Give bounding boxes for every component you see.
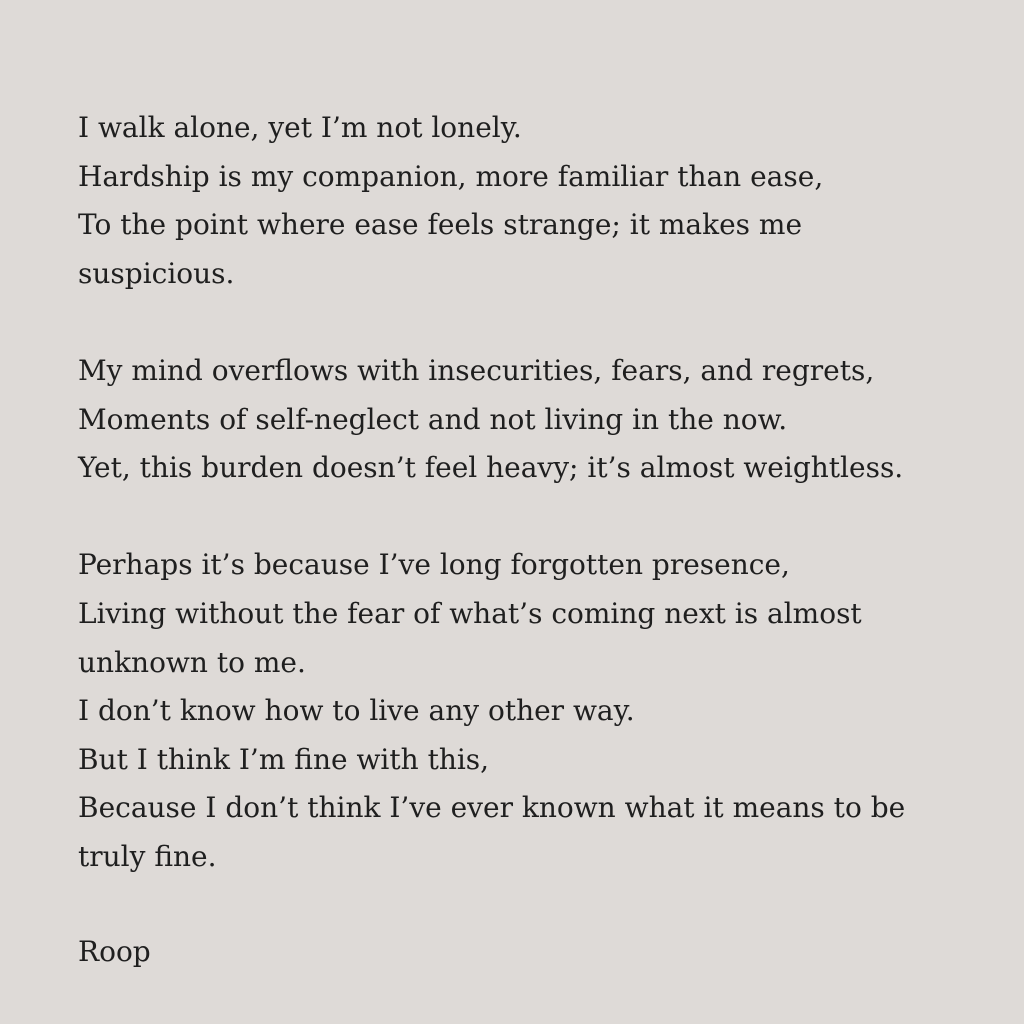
stanza-break	[78, 493, 978, 542]
stanza-1	[78, 104, 978, 298]
poem-line: Yet, this burden doesn’t feel heavy; it’s almost weightless.	[78, 451, 904, 485]
poem-line: But I think I’m fine with this,	[78, 742, 490, 776]
poem-line: Because I don’t think I’ve ever known what it means to be	[78, 791, 906, 825]
poem-line: To the point where ease feels strange; it makes me	[78, 208, 803, 242]
poem-line: I don’t know how to live any other way.	[78, 694, 635, 728]
poem-line: suspicious.	[78, 256, 235, 290]
poem-line: My mind overflows with insecurities, fears, and regrets,	[78, 353, 875, 387]
stanza-break	[78, 298, 978, 347]
poem-line: Perhaps it’s because I’ve long forgotten presence,	[78, 548, 790, 582]
poem-line: truly fine.	[78, 839, 217, 873]
poem-line: Moments of self-neglect and not living in the now.	[78, 402, 788, 436]
poem-line: I walk alone, yet I’m not lonely.	[78, 111, 522, 144]
poem-body	[78, 104, 978, 882]
poem-line: unknown to me.	[78, 645, 306, 679]
poem-line: Hardship is my companion, more familiar than ease,	[78, 159, 824, 193]
stanza-2	[78, 347, 978, 493]
author-signature: Roop	[78, 935, 151, 968]
stanza-3	[78, 541, 978, 881]
poem-line: Living without the fear of what’s coming next is almost	[78, 596, 862, 630]
